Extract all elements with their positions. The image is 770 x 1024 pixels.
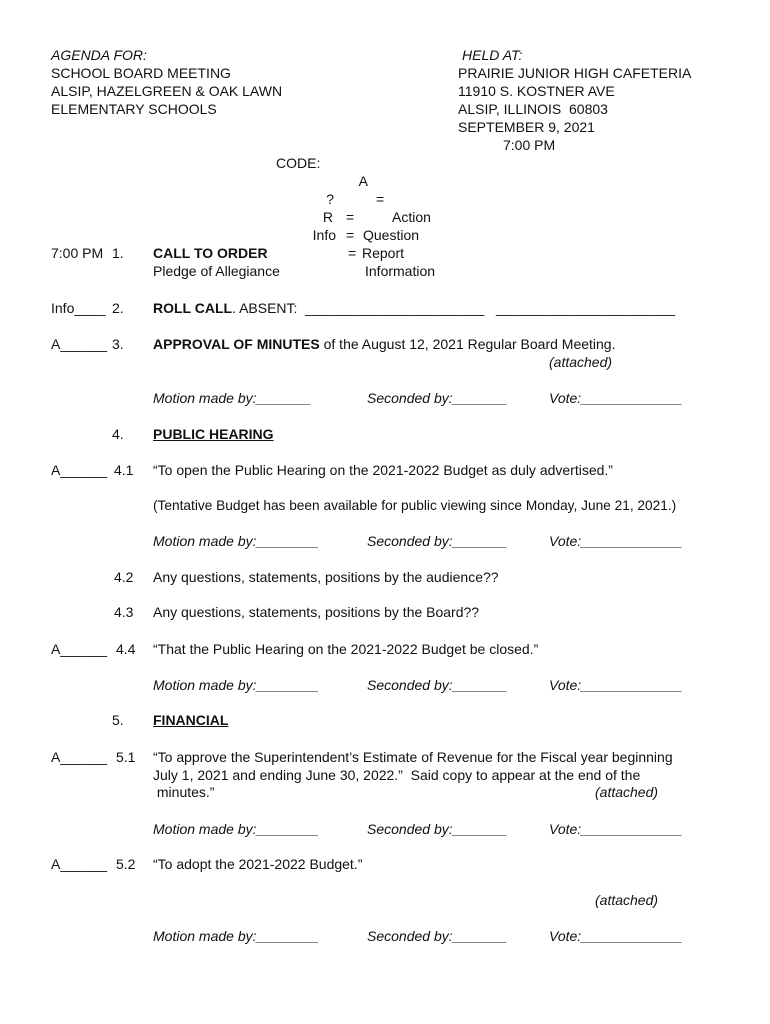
item-4-4-prefix: A______ — [51, 641, 108, 657]
venue-address: 11910 S. KOSTNER AVE — [458, 83, 615, 99]
code-meaning: Question — [363, 227, 420, 243]
item-5-title: FINANCIAL — [153, 712, 229, 728]
item-1-subtitle: Pledge of Allegiance — [153, 263, 280, 279]
code-label: CODE: — [276, 155, 321, 171]
item-3-rest: of the August 12, 2021 Regular Board Meeting. — [319, 336, 616, 352]
item-5-1-prefix: A______ — [51, 749, 108, 765]
venue-name: PRAIRIE JUNIOR HIGH CAFETERIA — [458, 65, 692, 81]
code-meaning: Report — [362, 245, 405, 261]
item-5-2-vote: Vote:_____________ — [549, 928, 683, 944]
item-3-number: 3. — [112, 336, 124, 352]
item-5-1-number: 5.1 — [116, 749, 136, 765]
item-5-1-seconded: Seconded by:_______ — [367, 821, 508, 837]
item-3-seconded: Seconded by:_______ — [367, 390, 508, 406]
item-4-1-prefix: A______ — [51, 462, 108, 478]
code-meaning: Information — [365, 263, 436, 279]
item-4-1-vote: Vote:_____________ — [549, 533, 683, 549]
item-3-line — [153, 335, 615, 353]
item-4-number: 4. — [112, 426, 124, 442]
item-5-1-line-1: “To approve the Superintendent’s Estimate of Revenue for the Fiscal year beginning — [153, 749, 673, 765]
item-5-1-vote: Vote:_____________ — [549, 821, 683, 837]
item-2-rest: . ABSENT: _______________________ _______________________ — [232, 300, 676, 316]
agenda-for-label: AGENDA FOR: — [51, 47, 147, 63]
item-4-4-seconded: Seconded by:_______ — [367, 677, 508, 693]
item-2-number: 2. — [112, 300, 124, 316]
meeting-date: SEPTEMBER 9, 2021 — [458, 119, 595, 135]
item-3-prefix: A______ — [51, 336, 108, 352]
item-4-1-number: 4.1 — [114, 462, 134, 478]
item-4-4-text: “That the Public Hearing on the 2021-2022 Budget be closed.” — [153, 641, 539, 657]
item-5-2-number: 5.2 — [116, 856, 136, 872]
item-4-1-seconded: Seconded by:_______ — [367, 533, 508, 549]
item-1-title: CALL TO ORDER — [153, 245, 268, 261]
item-4-2-text: Any questions, statements, positions by the audience?? — [153, 569, 499, 585]
item-4-2-number: 4.2 — [114, 569, 134, 585]
item-5-1-line-2: July 1, 2021 and ending June 30, 2022.” Said copy to appear at the end of the — [153, 767, 641, 783]
district-name-2: ELEMENTARY SCHOOLS — [51, 101, 217, 117]
held-at-label: HELD AT: — [462, 47, 523, 63]
item-5-1-attached: (attached) — [595, 784, 659, 800]
item-2-title: ROLL CALL — [153, 300, 233, 316]
item-3-title: APPROVAL OF MINUTES — [153, 336, 320, 352]
code-eq: = — [346, 209, 355, 225]
item-3-vote: Vote:_____________ — [549, 390, 683, 406]
code-eq: = — [348, 245, 357, 261]
meeting-time: 7:00 PM — [503, 137, 556, 153]
code-eq: = — [376, 191, 385, 207]
item-5-2-seconded: Seconded by:_______ — [367, 928, 508, 944]
item-4-4-motion-made: Motion made by:________ — [153, 677, 319, 693]
item-4-4-vote: Vote:_____________ — [549, 677, 683, 693]
item-1-prefix: 7:00 PM — [51, 245, 104, 261]
item-3-motion-made: Motion made by:_______ — [153, 390, 311, 406]
item-4-4-number: 4.4 — [116, 641, 136, 657]
item-4-1-text: “To open the Public Hearing on the 2021-2022 Budget as duly advertised.” — [153, 462, 613, 478]
item-4-title: PUBLIC HEARING — [153, 426, 274, 442]
meeting-type: SCHOOL BOARD MEETING — [51, 65, 231, 81]
item-5-1-motion-made: Motion made by:________ — [153, 821, 319, 837]
item-4-1-motion-made: Motion made by:________ — [153, 533, 319, 549]
item-5-1-line-3: minutes.” — [153, 784, 215, 800]
code-key: R — [322, 209, 333, 225]
code-key: A — [358, 173, 368, 189]
item-4-1-note: (Tentative Budget has been available for public viewing since Monday, June 21, 2021.) — [153, 498, 677, 513]
code-meaning: Action — [392, 209, 431, 225]
item-2-line — [153, 299, 675, 317]
item-4-3-text: Any questions, statements, positions by the Board?? — [153, 604, 480, 620]
item-3-attached: (attached) — [549, 354, 613, 370]
item-5-number: 5. — [112, 712, 124, 728]
code-key: Info — [312, 227, 336, 243]
code-eq: = — [346, 227, 355, 243]
item-5-2-motion-made: Motion made by:________ — [153, 928, 319, 944]
item-4-3-number: 4.3 — [114, 604, 134, 620]
district-name: ALSIP, HAZELGREEN & OAK LAWN — [51, 83, 283, 99]
code-key: ? — [326, 191, 334, 207]
venue-city: ALSIP, ILLINOIS 60803 — [458, 101, 608, 117]
item-1-number: 1. — [112, 245, 124, 261]
item-2-prefix: Info____ — [51, 300, 106, 316]
item-5-2-prefix: A______ — [51, 856, 108, 872]
item-5-2-attached: (attached) — [595, 892, 659, 908]
item-5-2-text: “To adopt the 2021-2022 Budget.” — [153, 856, 363, 872]
